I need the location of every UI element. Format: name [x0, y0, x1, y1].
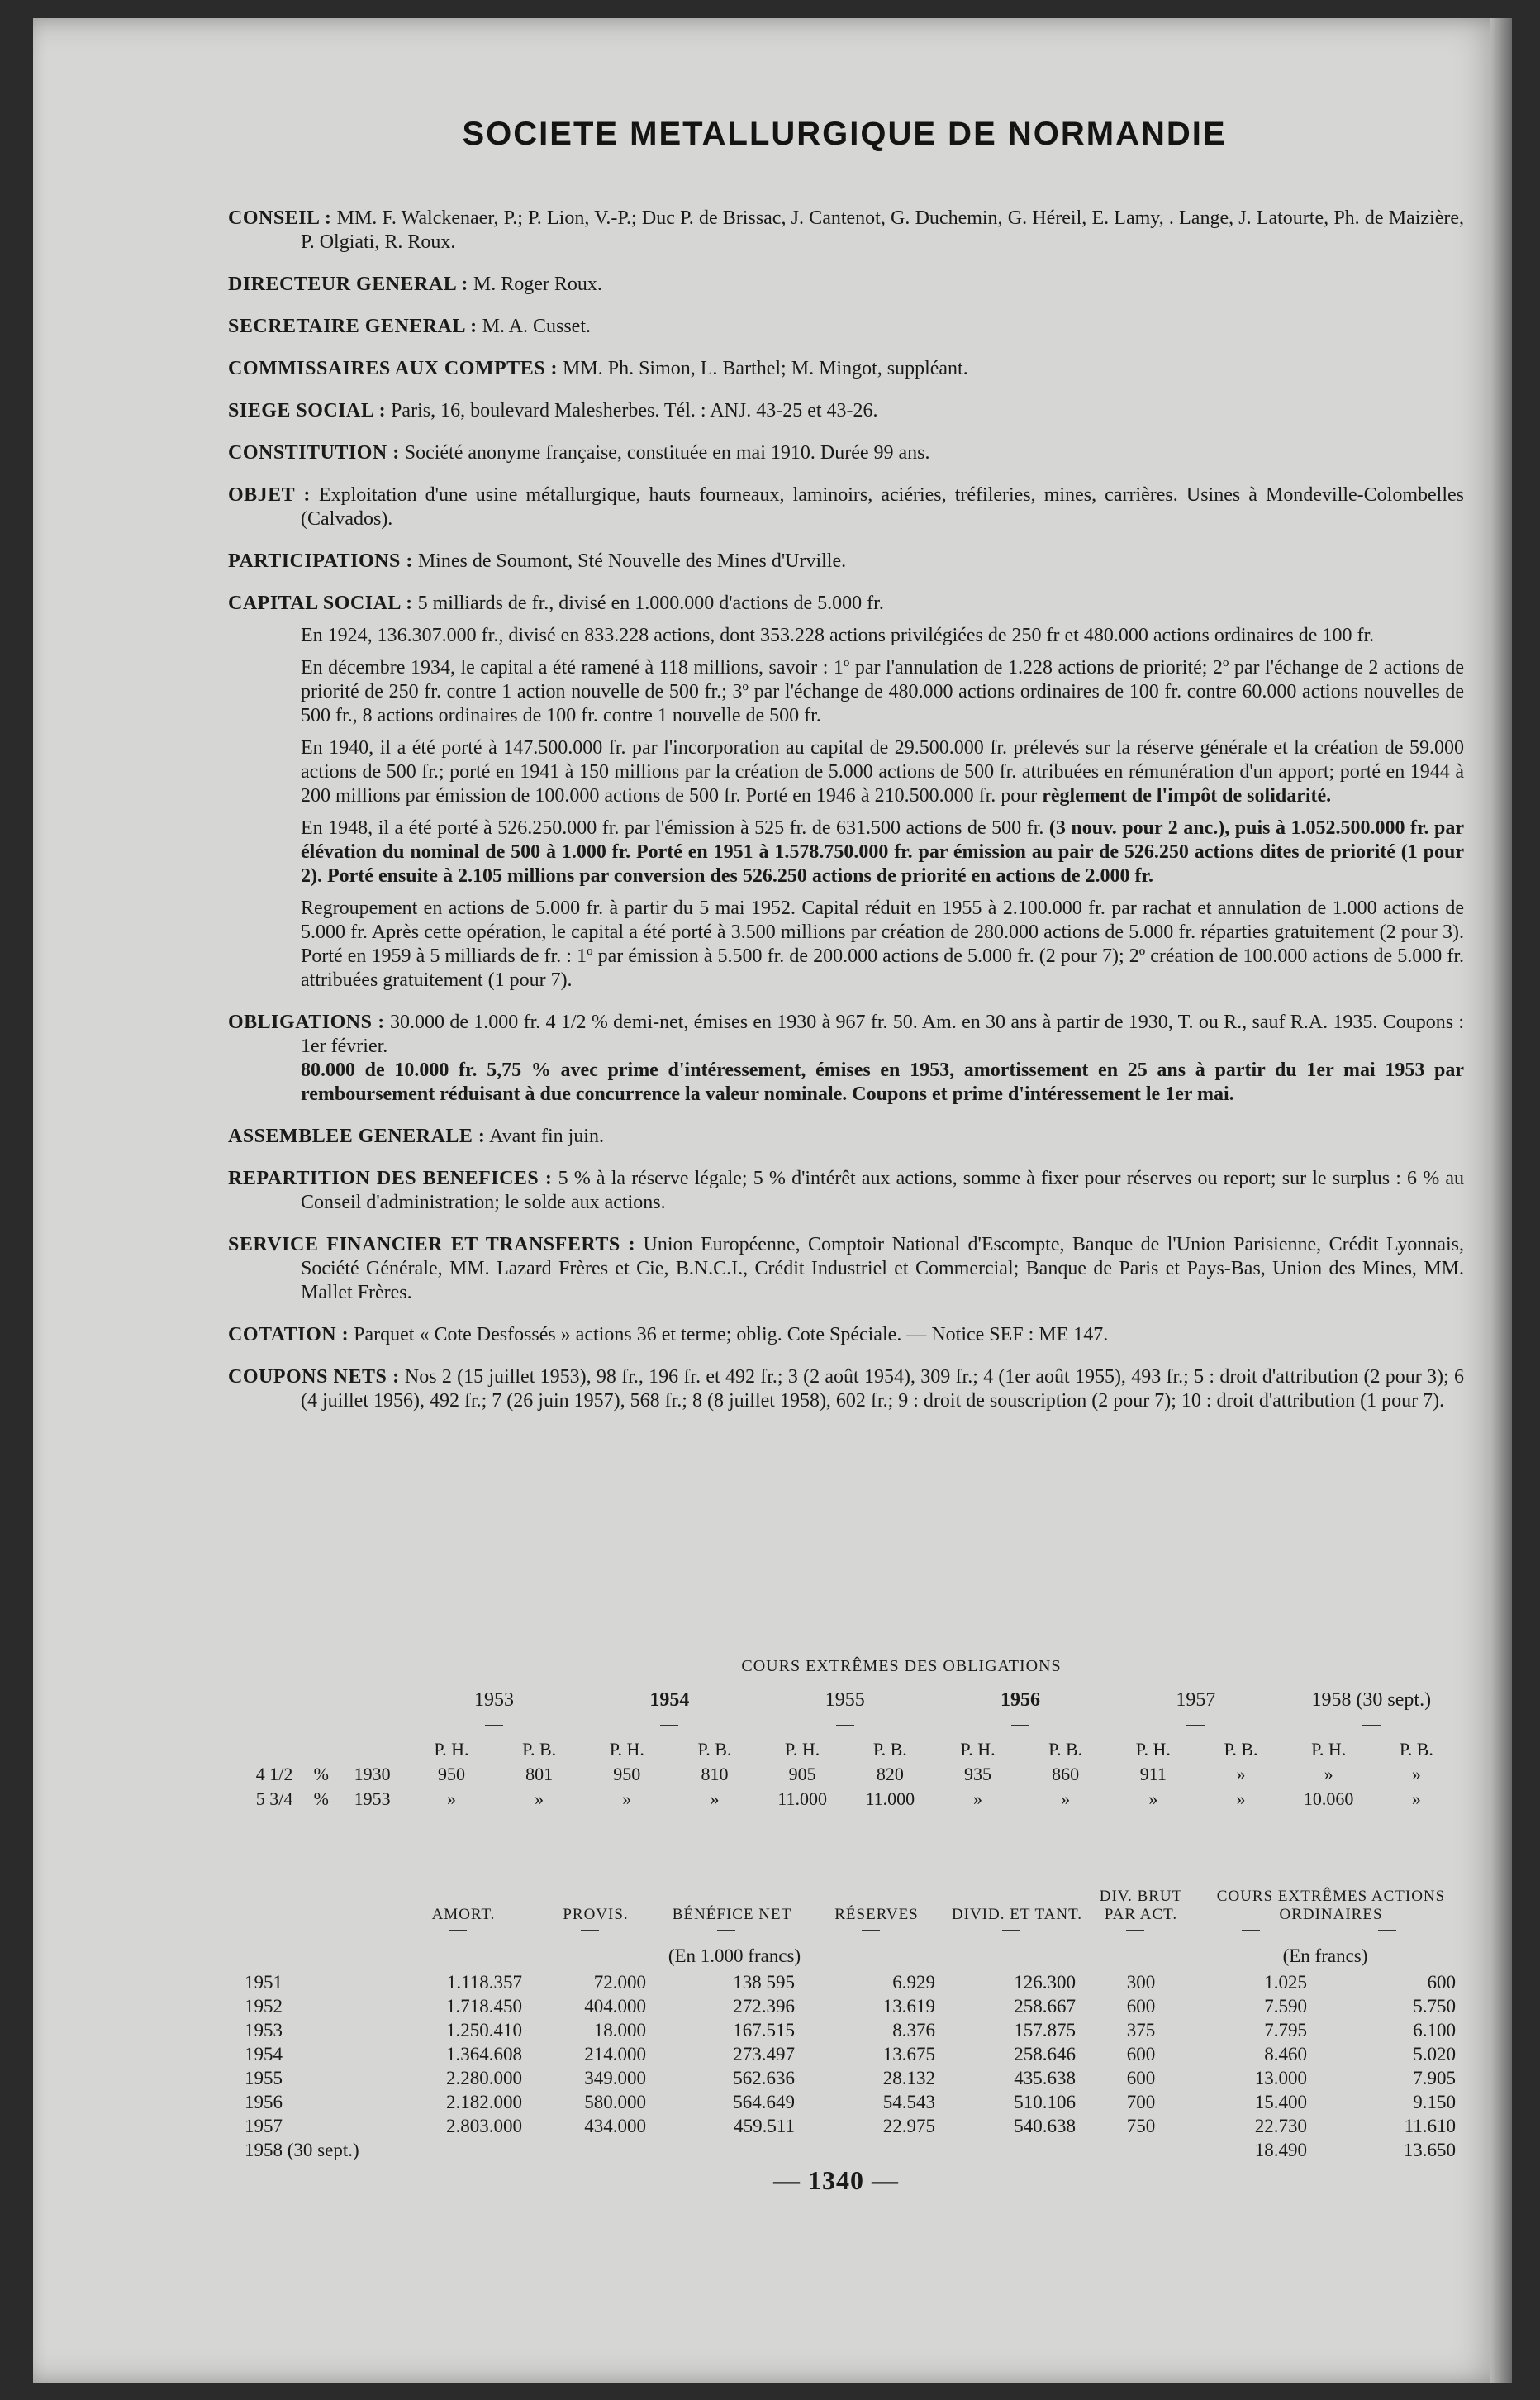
fin-value: 7.590 [1264, 1995, 1307, 2017]
bond-prices-caption: COURS EXTRÊMES DES OBLIGATIONS [741, 1657, 1062, 1675]
notice2-section-1 [228, 1167, 1464, 1215]
bond-year-header: 1954 [649, 1688, 690, 1711]
dash [1108, 1712, 1283, 1737]
ph-header: P. H. [785, 1739, 820, 1760]
section-text: Parquet « Cote Desfossés » actions 36 et terme; oblig. Cote Spéciale. — Notice SEF : ME 147. [354, 1324, 1109, 1345]
table-row [245, 2066, 1467, 2090]
section-label: REPARTITION DES BENEFICES : [228, 1168, 553, 1189]
unit-left: (En 1.000 francs) [668, 1945, 801, 1966]
notice2-section-2 [228, 1233, 1464, 1305]
notice2-section-3 [228, 1323, 1464, 1347]
obligations-label: OBLIGATIONS : [228, 1012, 385, 1033]
fin-value: 750 [1126, 2115, 1156, 2136]
fin-value [1087, 2138, 1195, 2162]
table-row [245, 1787, 1459, 1812]
fin-value: 375 [1126, 2019, 1156, 2040]
pb-header: P. B. [872, 1739, 907, 1760]
fin-value: 13.675 [882, 2043, 935, 2064]
bond-price: » [1411, 1764, 1421, 1784]
fin-value: 404.000 [584, 1995, 646, 2017]
dash [1319, 1924, 1467, 1936]
bond-price: » [535, 1788, 544, 1809]
fin-value: 13.000 [1254, 2067, 1307, 2088]
fin-column-header: AMORT. [431, 1906, 496, 1923]
section-text: M. A. Cusset. [482, 316, 591, 337]
fin-year: 1957 [245, 2115, 283, 2136]
section-label: SERVICE FINANCIER ET TRANSFERTS : [228, 1234, 636, 1255]
bond-prices-table [245, 1688, 1459, 1812]
blank [245, 1737, 406, 1762]
dash [658, 1924, 806, 1936]
fin-year: 1955 [245, 2067, 283, 2088]
blank [947, 1936, 1195, 1970]
fin-value: 7.905 [1413, 2067, 1456, 2088]
fin-column-header: DIV. BRUT PAR ACT. [1099, 1888, 1183, 1923]
fin-value: 349.000 [584, 2067, 646, 2088]
fin-value: 700 [1126, 2091, 1156, 2112]
section-text: M. Roger Roux. [473, 274, 602, 295]
fin-value [393, 2138, 534, 2162]
pb-header: P. B. [697, 1739, 732, 1760]
section-text: Nos 2 (15 juillet 1953), 98 fr., 196 fr. et 492 fr.; 3 (2 août 1954), 309 fr.; 4 (1er août 1955), 493 fr.; 5 : droit d'attribution (2 pour 3); 6 (4 juillet 1956), 492 fr.; 7 (26 juin 1957), 568 fr.; 8 (8 juillet 1958), 602 fr.; 9 : droit de souscription (2 pour 7); 10 : droit d'attribution (1 pour 7). [301, 1366, 1464, 1412]
fin-value: 18.490 [1254, 2139, 1307, 2160]
fin-value: 258.667 [1014, 1995, 1076, 2017]
fin-value: 434.000 [584, 2115, 646, 2136]
page-title: SOCIETE METALLURGIQUE DE NORMANDIE [462, 116, 1227, 152]
capital-p5: Regroupement en actions de 5.000 fr. à partir du 5 mai 1952. Capital réduit en 1955 à 2.100.000 fr. par rachat et annulation de 1.000 actions de 5.000 fr. Après cette opération, le capital a été porté à 3.500 millions par création de 280.000 actions de 5.000 fr. réparties gratuitement (2 pour 3). Porté en 1959 à 5 milliards de fr. : 1º par émission à 5.500 fr. de 200.000 actions de 5.000 fr. (2 pour 7); 2º création de 100.000 actions de 5.000 fr. attribuées gratuitement (1 pour 7). [301, 898, 1464, 991]
bond-price: » [1324, 1764, 1333, 1784]
fin-value: 2.803.000 [446, 2115, 522, 2136]
fin-value: 13.619 [882, 1995, 935, 2017]
notice-section-7 [228, 550, 1464, 574]
fin-value: 28.132 [882, 2067, 935, 2088]
section-label: ASSEMBLEE GENERALE : [228, 1126, 486, 1147]
fin-value: 510.106 [1014, 2091, 1076, 2112]
notice-section-1 [228, 273, 1464, 297]
bond-year-header: 1955 [825, 1688, 865, 1711]
dash [393, 1924, 534, 1936]
ph-header: P. H. [434, 1739, 469, 1760]
bond-price: » [1236, 1788, 1246, 1809]
fin-value: 72.000 [593, 1971, 646, 1993]
bond-price: 950 [437, 1764, 465, 1784]
fin-value: 1.364.608 [446, 2043, 522, 2064]
bond-price: 810 [701, 1764, 729, 1784]
section-label: CONSTITUTION : [228, 442, 400, 464]
bond-price: 905 [788, 1764, 816, 1784]
fin-year: 1956 [245, 2091, 283, 2112]
section-label: OBJET : [228, 484, 311, 506]
fin-year: 1953 [245, 2019, 283, 2040]
capital-p1: En 1924, 136.307.000 fr., divisé en 833.228 actions, dont 353.228 actions privilégiées de 250 fr et 480.000 actions ordinaires de 100 fr. [301, 625, 1375, 646]
bond-issue-year: 1953 [354, 1788, 391, 1809]
fin-value: 157.875 [1014, 2019, 1076, 2040]
fin-year: 1951 [245, 1971, 283, 1993]
fin-value: 5.750 [1413, 1995, 1456, 2017]
fin-value: 272.396 [733, 1995, 795, 2017]
dash [947, 1924, 1087, 1936]
fin-value: 18.000 [593, 2019, 646, 2040]
bond-price: 10.060 [1303, 1788, 1354, 1809]
dash [1087, 1924, 1195, 1936]
section-text: Avant fin juin. [489, 1126, 604, 1147]
fin-column-header: COURS EXTRÊMES ACTIONS ORDINAIRES [1216, 1888, 1446, 1923]
section-text: Paris, 16, boulevard Malesherbes. Tél. : ANJ. 43-25 et 43-26. [391, 400, 878, 421]
bond-prices-block [245, 1657, 1459, 1812]
fin-value [534, 2138, 658, 2162]
ph-header: P. H. [609, 1739, 644, 1760]
unit-right: (En francs) [1282, 1945, 1368, 1966]
bond-price: » [1148, 1788, 1158, 1809]
dash [806, 1924, 947, 1936]
fin-value: 580.000 [584, 2091, 646, 2112]
fin-value: 1.025 [1264, 1971, 1307, 1993]
notice-section-3 [228, 357, 1464, 381]
blank [245, 1936, 534, 1970]
fin-value: 1.718.450 [446, 1995, 522, 2017]
obligations-text: 30.000 de 1.000 fr. 4 1/2 % demi-net, émises en 1930 à 967 fr. 50. Am. en 30 ans à partir de 1930, T. ou R., sauf R.A. 1935. Coupons : 1er février. [301, 1012, 1465, 1057]
notice-section-6 [228, 483, 1464, 531]
fin-value: 167.515 [733, 2019, 795, 2040]
fin-value: 6.929 [892, 1971, 935, 1993]
pb-header: P. B. [1399, 1739, 1433, 1760]
notice-section-5 [228, 441, 1464, 465]
capital-section [228, 592, 1464, 993]
fin-value: 600 [1126, 1995, 1156, 2017]
fin-value: 562.636 [733, 2067, 795, 2088]
financial-results-block [245, 1866, 1467, 2162]
table-row [245, 2042, 1467, 2066]
bond-price: » [972, 1788, 982, 1809]
bond-price: 911 [1139, 1764, 1167, 1784]
capital-p4: En 1948, il a été porté à 526.250.000 fr. par l'émission à 525 fr. de 631.500 actions de 500 fr. (3 nouv. pour 2 anc.), puis à 1.052.500.000 fr. par élévation du nominal de 500 à 1.000 fr. Porté en 1951 à 1.578.750.000 fr. par émission au pair de 526.250 actions dites de priorité (1 pour 2). Porté ensuite à 2.105 millions par conversion des 526.250 actions de priorité en actions de 2.000 fr. [301, 817, 1465, 887]
fin-value [806, 2138, 947, 2162]
section-text: Société anonyme française, constituée en mai 1910. Durée 99 ans. [404, 442, 930, 464]
notice-section-0 [228, 207, 1464, 255]
bond-price: » [446, 1788, 456, 1809]
section-label: SIEGE SOCIAL : [228, 400, 387, 421]
bond-price: 11.000 [865, 1788, 915, 1809]
notice-section-2 [228, 315, 1464, 339]
table-row [245, 1970, 1467, 1994]
ph-header: P. H. [1311, 1739, 1347, 1760]
section-text: Exploitation d'une usine métallurgique, hauts fourneaux, laminoirs, aciéries, tréfileries, mines, carrières. Usines à Mondeville-Colombelles (Calvados). [301, 484, 1464, 530]
fin-value: 7.795 [1264, 2019, 1307, 2040]
blank [245, 1712, 406, 1737]
fin-value: 11.610 [1404, 2115, 1456, 2136]
fin-value: 540.638 [1014, 2115, 1076, 2136]
fin-column-header: RÉSERVES [834, 1906, 919, 1923]
dash [1284, 1712, 1459, 1737]
bond-price: 11.000 [777, 1788, 827, 1809]
section-label: SECRETAIRE GENERAL : [228, 316, 478, 337]
pb-header: P. B. [1224, 1739, 1258, 1760]
fin-column-header: DIVID. ET TANT. [951, 1906, 1083, 1923]
fin-value: 13.650 [1403, 2139, 1456, 2160]
bond-year-header: 1956 [1001, 1688, 1041, 1711]
dash [758, 1712, 933, 1737]
section-text: MM. Ph. Simon, L. Barthel; M. Mingot, suppléant. [563, 358, 968, 379]
table-row [245, 2018, 1467, 2042]
dash [933, 1712, 1108, 1737]
fin-value: 1.250.410 [446, 2019, 522, 2040]
bond-issue-year: 1930 [354, 1764, 391, 1784]
bond-year-header: 1953 [474, 1688, 514, 1711]
bond-price: » [710, 1788, 720, 1809]
capital-p2: En décembre 1934, le capital a été ramené à 118 millions, savoir : 1º par l'annulation de 1.228 actions de priorité; 2º par l'échange de 2 actions de priorité de 250 fr. contre 1 action nouvelle de 500 fr.; 3º par l'échange de 480.000 actions ordinaires de 100 fr. contre 60.000 actions nouvelles de 500 fr., 8 actions ordinaires de 100 fr. contre 1 nouvelle de 500 fr. [301, 657, 1464, 726]
bond-price: » [1411, 1788, 1421, 1809]
fin-value: 54.543 [882, 2091, 935, 2112]
fin-value: 2.280.000 [446, 2067, 522, 2088]
section-label: COUPONS NETS : [228, 1366, 400, 1388]
fin-value: 459.511 [734, 2115, 795, 2136]
fin-value: 9.150 [1413, 2091, 1456, 2112]
dash [534, 1924, 658, 1936]
financial-results-table [245, 1866, 1467, 2162]
notice2-section-4 [228, 1365, 1464, 1413]
ph-header: P. H. [960, 1739, 996, 1760]
fin-year: 1952 [245, 1995, 283, 2017]
fin-value: 258.646 [1014, 2043, 1076, 2064]
blank [245, 1688, 406, 1712]
table-row [245, 2138, 1467, 2162]
capital-text: 5 milliards de fr., divisé en 1.000.000 d'actions de 5.000 fr. [417, 593, 884, 614]
dash [406, 1712, 582, 1737]
notice-section-4 [228, 399, 1464, 423]
fin-value: 22.730 [1254, 2115, 1307, 2136]
fin-value: 300 [1126, 1971, 1156, 1993]
table-row [245, 2114, 1467, 2138]
section-label: DIRECTEUR GENERAL : [228, 274, 468, 295]
fin-column-header: BÉNÉFICE NET [672, 1906, 792, 1923]
fin-value: 8.460 [1264, 2043, 1307, 2064]
fin-value: 2.182.000 [446, 2091, 522, 2112]
fin-value: 8.376 [892, 2019, 935, 2040]
bond-price: 935 [963, 1764, 991, 1784]
fin-value: 273.497 [733, 2043, 795, 2064]
dash [582, 1712, 757, 1737]
fin-year: 1954 [245, 2043, 283, 2064]
fin-value: 600 [1126, 2043, 1156, 2064]
bond-price: 950 [613, 1764, 641, 1784]
section-label: CONSEIL : [228, 207, 332, 229]
table-row [245, 2090, 1467, 2114]
table-row [245, 1762, 1459, 1787]
obligations-section [228, 1011, 1464, 1107]
bond-year-header: 1958 (30 sept.) [1311, 1688, 1432, 1711]
bond-price: 801 [525, 1764, 554, 1784]
fin-value: 1.118.357 [446, 1971, 522, 1993]
section-label: COMMISSAIRES AUX COMPTES : [228, 358, 558, 379]
pb-header: P. B. [1048, 1739, 1083, 1760]
bond-price: 860 [1052, 1764, 1080, 1784]
section-text: Mines de Soumont, Sté Nouvelle des Mines d'Urville. [417, 550, 847, 572]
fin-value: 600 [1427, 1971, 1456, 1993]
page-number: — 1340 — [773, 2165, 899, 2195]
fin-value: 214.000 [584, 2043, 646, 2064]
blank [245, 1866, 393, 1924]
section-text: Union Européenne, Comptoir National d'Escompte, Banque de l'Union Parisienne, Crédit Lyonnais, Société Générale, MM. Lazard Frères et Cie, B.N.C.I., Crédit Industriel et Commercial; Banque de Paris et Pays-Bas, Union des Mines, MM. Mallet Frères. [301, 1234, 1465, 1303]
bond-pct: % [313, 1764, 329, 1784]
bond-price: 820 [876, 1764, 904, 1784]
fin-value: 22.975 [882, 2115, 935, 2136]
bond-rate: 4 1/2 [255, 1764, 293, 1784]
bond-pct: % [313, 1788, 329, 1809]
dash [1195, 1924, 1319, 1936]
fin-value [947, 2138, 1087, 2162]
fin-value: 600 [1126, 2067, 1156, 2088]
section-label: COTATION : [228, 1324, 349, 1345]
capital-label: CAPITAL SOCIAL : [228, 593, 413, 614]
page-edge-shadow [1490, 18, 1512, 2383]
fin-column-header: PROVIS. [563, 1906, 629, 1923]
fin-value: 5.020 [1413, 2043, 1456, 2064]
bond-rate: 5 3/4 [255, 1788, 293, 1809]
fin-value: 564.649 [733, 2091, 795, 2112]
bond-price: » [1061, 1788, 1071, 1809]
fin-value: 126.300 [1014, 1971, 1076, 1993]
table-row [245, 1994, 1467, 2018]
ph-header: P. H. [1135, 1739, 1171, 1760]
fin-value: 6.100 [1413, 2019, 1456, 2040]
bond-year-header: 1957 [1176, 1688, 1216, 1711]
fin-value: 435.638 [1014, 2067, 1076, 2088]
section-text: 5 % à la réserve légale; 5 % d'intérêt aux actions, somme à fixer pour réserves ou report; sur le surplus : 6 % au Conseil d'administration; le solde aux actions. [301, 1168, 1465, 1213]
pb-header: P. B. [522, 1739, 557, 1760]
section-text: MM. F. Walckenaer, P.; P. Lion, V.-P.; Duc P. de Brissac, J. Cantenot, G. Duchemin, G. Héreil, E. Lamy, . Lange, J. Latourte, Ph. de Maizière, P. Olgiati, R. Roux. [301, 207, 1464, 253]
fin-value: 138 595 [733, 1971, 795, 1993]
bond-price: » [1236, 1764, 1246, 1784]
fin-value [658, 2138, 806, 2162]
obligations-bold: 80.000 de 10.000 fr. 5,75 % avec prime d'intéressement, émises en 1953, amortissement en 25 ans à partir du 1er mai 1953 par remboursement réduisant à due concurrence la valeur nominale. Coupons et prime d'intéressement le 1er mai. [301, 1060, 1464, 1105]
fin-year: 1958 (30 sept.) [245, 2139, 359, 2160]
capital-p3: En 1940, il a été porté à 147.500.000 fr. par l'incorporation au capital de 29.500.000 fr. prélevés sur la réserve générale et la création de 59.000 actions de 500 fr.; porté en 1941 à 150 millions par la création de 5.000 actions de 500 fr. attribuées en rémunération d'un apport; porté en 1944 à 200 millions par émission de 100.000 actions de 500 fr. Porté en 1946 à 210.500.000 fr. pour règlement de l'impôt de solidarité. [301, 737, 1464, 807]
company-notice [228, 207, 1464, 1431]
fin-value: 15.400 [1254, 2091, 1307, 2112]
bond-price: » [622, 1788, 632, 1809]
dash [245, 1924, 393, 1936]
notice2-section-0 [228, 1125, 1464, 1149]
section-label: PARTICIPATIONS : [228, 550, 413, 572]
